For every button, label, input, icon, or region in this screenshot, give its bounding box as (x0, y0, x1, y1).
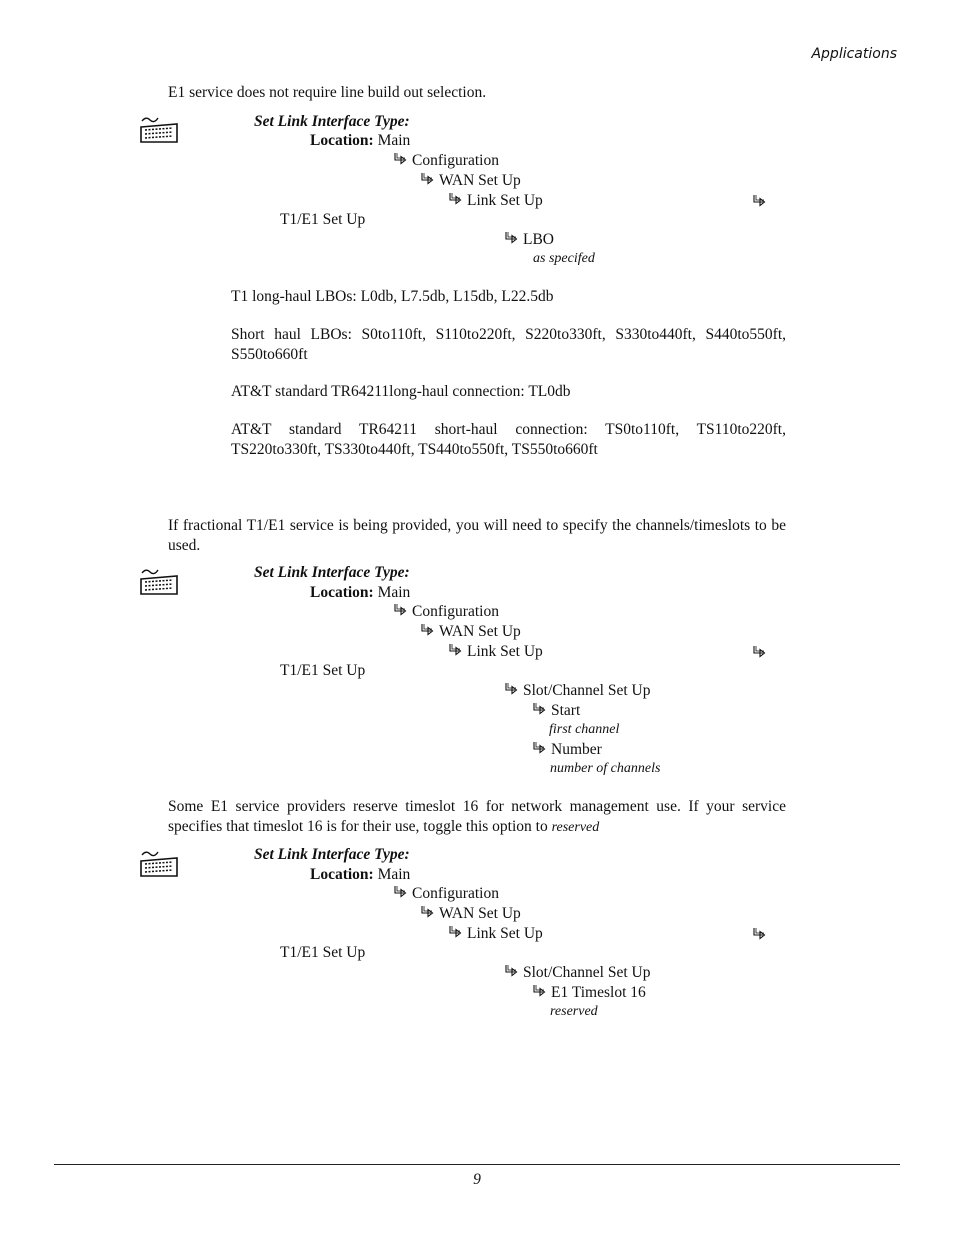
footer-rule (54, 1164, 900, 1165)
timeslot-paragraph: Some E1 service providers reserve timeslot 16 for network management use. If your service specifies that timeslot 16 is for their use, toggle this option to reserved (168, 798, 786, 835)
menu-arrow-icon (752, 927, 768, 941)
menu-arrow-icon (448, 643, 464, 657)
menu-arrow-icon (448, 925, 464, 939)
menu-arrow-icon (420, 623, 436, 637)
running-header: Applications (811, 46, 897, 62)
menu-arrow-icon (752, 645, 768, 659)
page-number: 9 (473, 1171, 481, 1188)
att-shorthaul-note: AT&T standard TR64211 short-haul connection: TS0to110ft, TS110to220ft, TS220to330ft, TS330to440ft, TS440to550ft, TS550to660ft (231, 421, 786, 458)
block2-t1e1-item: T1/E1 Set Up (280, 662, 366, 679)
block2-location: Location: Main (310, 584, 411, 601)
intro-text: E1 service does not require line build out selection. (168, 84, 487, 101)
block3-value: reserved (550, 1004, 598, 1019)
block1-location: Location: Main (310, 132, 411, 149)
block1-value: as specifed (533, 251, 595, 266)
block1-wan-item: WAN Set Up (420, 171, 521, 191)
lbo-longhaul-note: T1 long-haul LBOs: L0db, L7.5db, L15db, L22.5db (231, 288, 554, 305)
keyboard-icon (138, 567, 180, 597)
keyboard-icon (138, 115, 180, 145)
keyboard-icon (138, 849, 180, 879)
block1-t1e1-item: T1/E1 Set Up (280, 211, 366, 228)
menu-arrow-icon (420, 172, 436, 186)
menu-arrow-icon (752, 194, 768, 208)
block1-config-item: Configuration (393, 151, 499, 171)
menu-arrow-icon (532, 741, 548, 755)
att-longhaul-note: AT&T standard TR64211long-haul connection: TL0db (231, 383, 571, 400)
block3-title: Set Link Interface Type: (254, 846, 410, 863)
menu-arrow-icon (393, 603, 409, 617)
menu-arrow-icon (393, 152, 409, 166)
menu-arrow-icon (504, 964, 520, 978)
block2-title: Set Link Interface Type: (254, 564, 410, 581)
block3-t1e1-item: T1/E1 Set Up (280, 944, 366, 961)
block2-config-item: Configuration (393, 602, 499, 622)
menu-arrow-icon (504, 682, 520, 696)
block3-ts16-item: E1 Timeslot 16 (532, 983, 646, 1003)
block3-wan-item: WAN Set Up (420, 904, 521, 924)
block2-start-value: first channel (549, 722, 620, 737)
block1-link-item: Link Set Up (448, 191, 543, 211)
block2-slot-item: Slot/Channel Set Up (504, 681, 650, 701)
menu-arrow-icon (393, 885, 409, 899)
menu-arrow-icon (504, 231, 520, 245)
menu-arrow-icon (532, 984, 548, 998)
block2-number-item: Number (532, 740, 602, 760)
block1-title: Set Link Interface Type: (254, 113, 410, 130)
menu-arrow-icon (448, 192, 464, 206)
block3-config-item: Configuration (393, 884, 499, 904)
block2-start-item: Start (532, 701, 580, 721)
block3-slot-item: Slot/Channel Set Up (504, 963, 650, 983)
block3-location: Location: Main (310, 866, 411, 883)
lbo-shorthaul-note: Short haul LBOs: S0to110ft, S110to220ft, S220to330ft, S330to440ft, S440to550ft, S550to660ft (231, 326, 786, 363)
block2-link-item: Link Set Up (448, 642, 543, 662)
block1-lbo-item: LBO (504, 230, 554, 250)
block2-wan-item: WAN Set Up (420, 622, 521, 642)
menu-arrow-icon (420, 905, 436, 919)
block3-link-item: Link Set Up (448, 924, 543, 944)
menu-arrow-icon (532, 702, 548, 716)
fractional-paragraph: If fractional T1/E1 service is being provided, you will need to specify the channels/timeslots to be used. (168, 517, 786, 554)
block2-number-value: number of channels (550, 761, 661, 776)
